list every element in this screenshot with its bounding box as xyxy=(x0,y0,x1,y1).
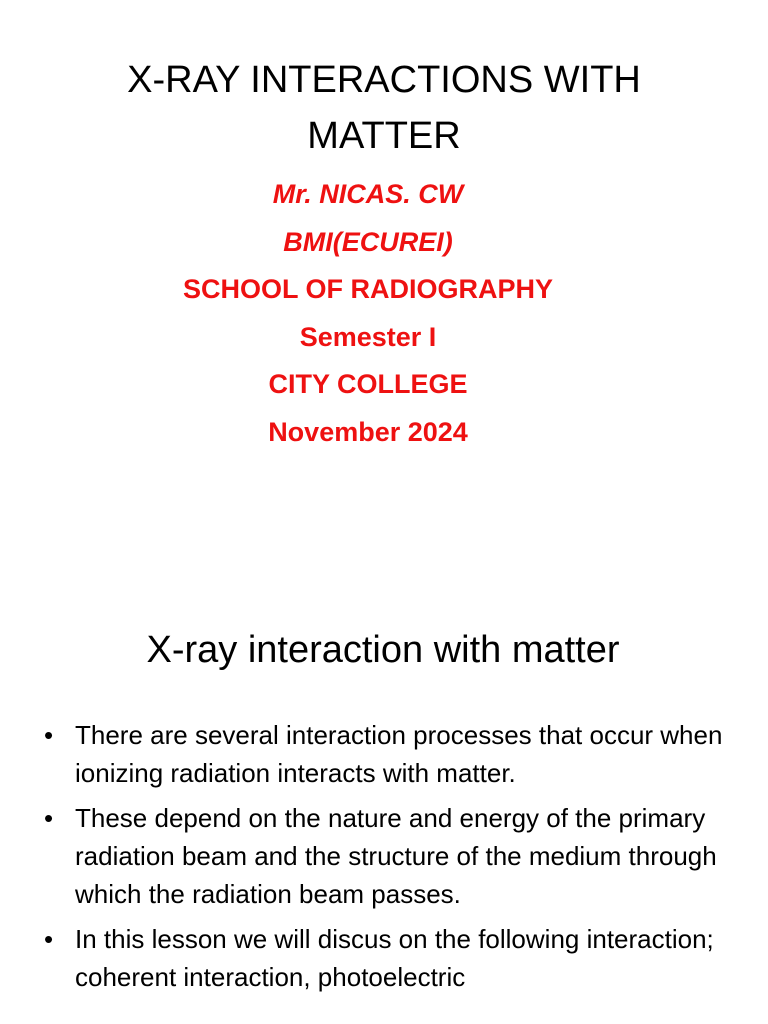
list-item xyxy=(44,716,734,792)
title-line-1: X-RAY INTERACTIONS WITH xyxy=(127,59,641,101)
slide-title xyxy=(0,52,768,164)
bullet-text: There are several interaction processes that occur when ionizing radiation interacts with matter. xyxy=(75,720,723,788)
title-line-2: MATTER xyxy=(307,115,461,157)
presenter-info xyxy=(0,171,736,456)
bullet-icon: • xyxy=(44,803,54,833)
bullet-text: In this lesson we will discus on the following interaction; coherent interaction, photoelectric xyxy=(75,924,714,992)
bullet-icon: • xyxy=(44,720,54,750)
bullet-list xyxy=(44,716,734,1003)
college-name: CITY COLLEGE xyxy=(268,369,468,399)
bullet-icon: • xyxy=(44,924,54,954)
list-item xyxy=(44,799,734,913)
school-name: SCHOOL OF RADIOGRAPHY xyxy=(182,274,554,304)
presenter-name: Mr. NICAS. CW xyxy=(272,179,464,209)
semester-label: Semester I xyxy=(299,321,437,352)
presenter-credentials: BMI(ECUREI) xyxy=(283,226,453,257)
section-title: X-ray interaction with matter xyxy=(146,629,620,671)
list-item xyxy=(44,920,734,996)
date-label: November 2024 xyxy=(268,416,468,447)
bullet-text: These depend on the nature and energy of the primary radiation beam and the structure of the medium through which the radiation beam passes. xyxy=(75,803,717,909)
